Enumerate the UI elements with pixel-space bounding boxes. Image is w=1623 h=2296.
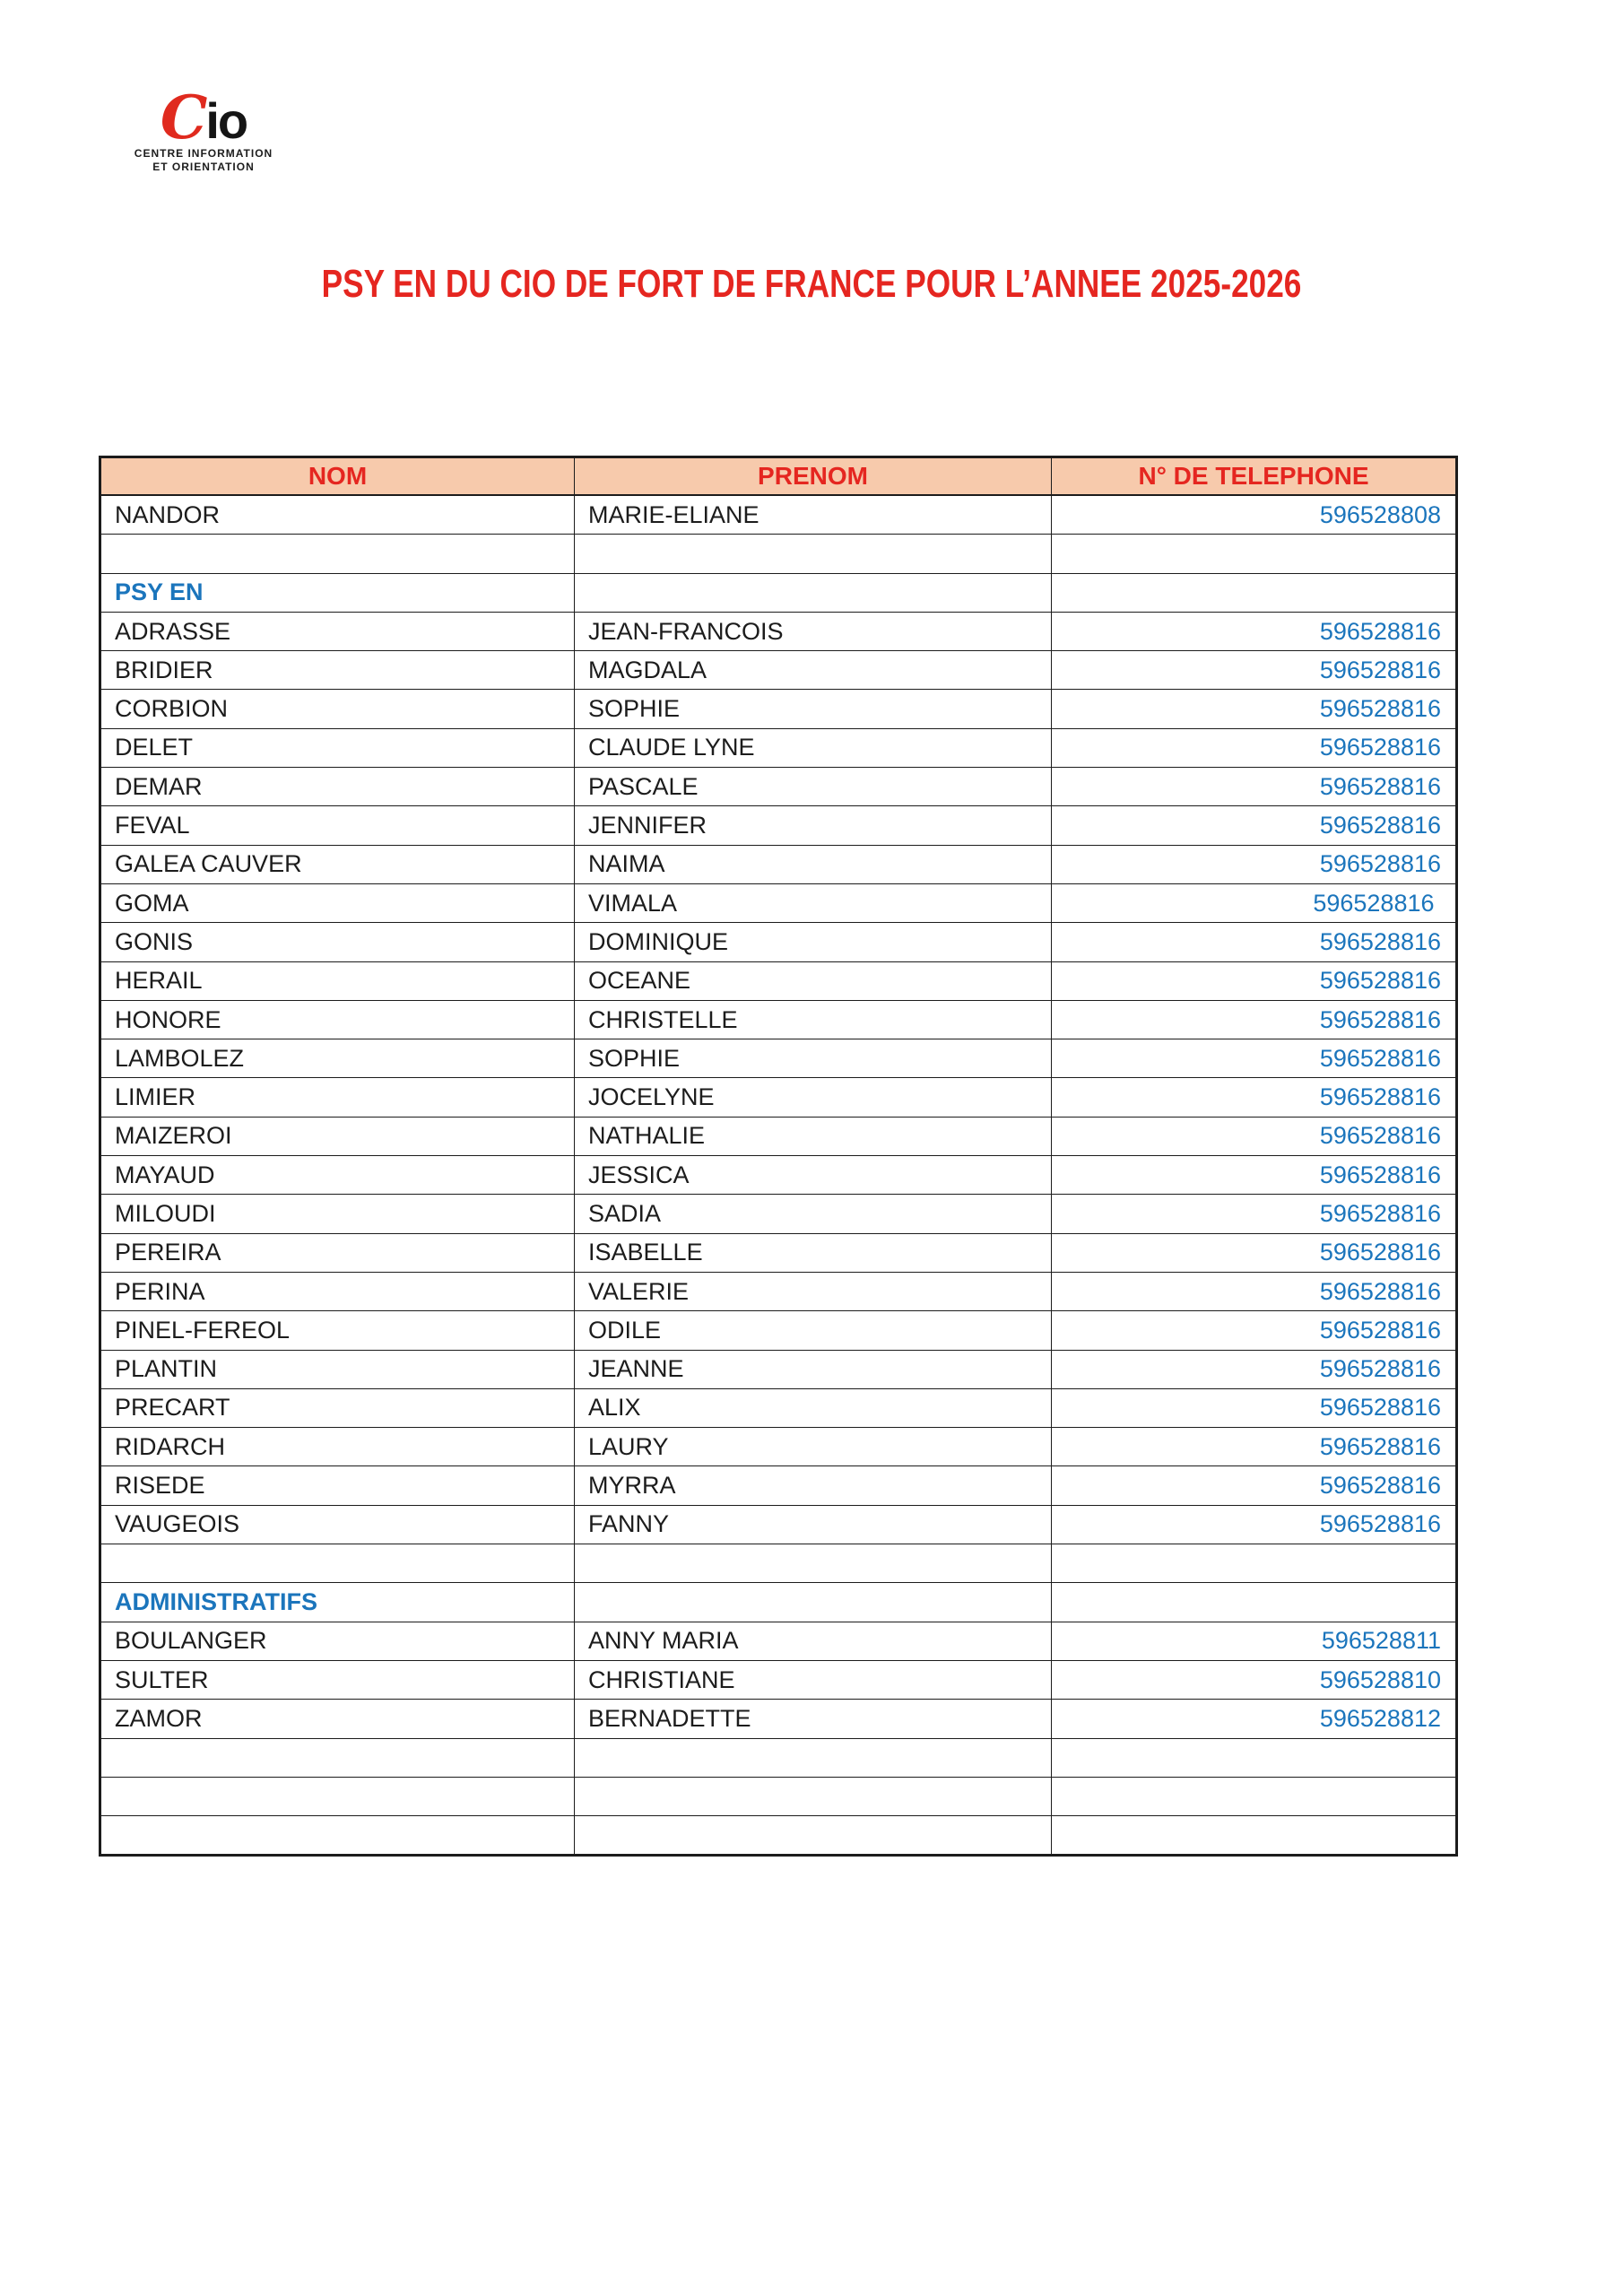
staff-row [100, 883, 1457, 922]
cell-telephone: 596528816 [1052, 728, 1457, 767]
cell-telephone: 596528816 [1052, 1311, 1457, 1350]
cell-nom: DEMAR [100, 768, 575, 806]
cell-prenom: SOPHIE [575, 690, 1052, 728]
cell-nom: HONORE [100, 1000, 575, 1039]
column-header-nom: NOM [100, 457, 575, 496]
staff-row [100, 1117, 1457, 1155]
logo-caption-line2: ET ORIENTATION [152, 161, 255, 173]
staff-row [100, 845, 1457, 883]
staff-row [100, 1272, 1457, 1310]
cell-telephone [1052, 535, 1457, 573]
cell-nom: PRECART [100, 1388, 575, 1427]
empty-row [100, 1777, 1457, 1815]
cell-telephone: 596528816 [1052, 806, 1457, 845]
staff-row [100, 1039, 1457, 1078]
cell-prenom [575, 573, 1052, 612]
cell-nom: FEVAL [100, 806, 575, 845]
cell-nom: MAYAUD [100, 1156, 575, 1195]
cell-nom: ADMINISTRATIFS [100, 1583, 575, 1622]
column-header-prenom: PRENOM [575, 457, 1052, 496]
cell-telephone: 596528816 [1052, 1388, 1457, 1427]
cell-prenom [575, 535, 1052, 573]
cell-nom: GONIS [100, 923, 575, 961]
staff-row [100, 612, 1457, 650]
cell-prenom: JOCELYNE [575, 1078, 1052, 1117]
section-row [100, 1583, 1457, 1622]
cell-telephone: 596528816 [1052, 1272, 1457, 1310]
cell-prenom [575, 1583, 1052, 1622]
staff-row [100, 1233, 1457, 1272]
page-title: PSY EN DU CIO DE FORT DE FRANCE POUR L’ANNEE 2025-2026 [321, 262, 1302, 306]
cell-telephone: 596528816 [1052, 1233, 1457, 1272]
staff-row [100, 1660, 1457, 1699]
cell-telephone: 596528811 [1052, 1622, 1457, 1660]
cell-prenom: CHRISTIANE [575, 1660, 1052, 1699]
staff-row [100, 768, 1457, 806]
cell-nom: LAMBOLEZ [100, 1039, 575, 1078]
cell-prenom: ALIX [575, 1388, 1052, 1427]
cell-telephone: 596528816 [1052, 961, 1457, 1000]
empty-row [100, 535, 1457, 573]
cell-telephone: 596528816 [1052, 768, 1457, 806]
cell-prenom: JEANNE [575, 1350, 1052, 1388]
cell-telephone: 596528816 [1052, 651, 1457, 690]
staff-row [100, 961, 1457, 1000]
cell-prenom: NAIMA [575, 845, 1052, 883]
cell-prenom: LAURY [575, 1428, 1052, 1466]
cell-nom: GALEA CAUVER [100, 845, 575, 883]
cell-telephone: 596528816 [1052, 1466, 1457, 1505]
staff-row [100, 495, 1457, 535]
cell-prenom: ISABELLE [575, 1233, 1052, 1272]
cell-prenom: MARIE-ELIANE [575, 495, 1052, 535]
staff-row [100, 1388, 1457, 1427]
cell-prenom: JEAN-FRANCOIS [575, 612, 1052, 650]
cell-telephone [1052, 1544, 1457, 1583]
empty-row [100, 1816, 1457, 1856]
cell-telephone: 596528816 [1052, 1195, 1457, 1233]
logo-letters-io: io [205, 92, 247, 149]
cell-prenom: MAGDALA [575, 651, 1052, 690]
logo-caption-line1: CENTRE INFORMATION [134, 147, 273, 160]
cell-telephone: 596528816 [1052, 1350, 1457, 1388]
staff-row [100, 1195, 1457, 1233]
cell-telephone: 596528816 [1052, 845, 1457, 883]
cell-nom: PSY EN [100, 573, 575, 612]
cell-telephone: 596528816 [1052, 1039, 1457, 1078]
cell-nom: DELET [100, 728, 575, 767]
column-header-telephone: N° DE TELEPHONE [1052, 457, 1457, 496]
cell-nom [100, 1777, 575, 1815]
cell-nom: LIMIER [100, 1078, 575, 1117]
cell-nom: SULTER [100, 1660, 575, 1699]
cell-telephone [1052, 1777, 1457, 1815]
staff-row [100, 1428, 1457, 1466]
cell-prenom: PASCALE [575, 768, 1052, 806]
empty-row [100, 1738, 1457, 1777]
cell-prenom: ODILE [575, 1311, 1052, 1350]
cell-prenom: CLAUDE LYNE [575, 728, 1052, 767]
cio-logo-wordmark [100, 83, 307, 152]
cell-nom: RISEDE [100, 1466, 575, 1505]
cell-prenom: CHRISTELLE [575, 1000, 1052, 1039]
cell-prenom [575, 1738, 1052, 1777]
cell-nom: PERINA [100, 1272, 575, 1310]
cell-nom: MILOUDI [100, 1195, 575, 1233]
empty-row [100, 1544, 1457, 1583]
cell-telephone: 596528812 [1052, 1700, 1457, 1738]
staff-row [100, 1350, 1457, 1388]
cell-nom: BRIDIER [100, 651, 575, 690]
cell-prenom: NATHALIE [575, 1117, 1052, 1155]
cell-prenom [575, 1777, 1052, 1815]
cell-prenom [575, 1544, 1052, 1583]
staff-row [100, 923, 1457, 961]
cell-prenom: ANNY MARIA [575, 1622, 1052, 1660]
cell-prenom: VIMALA [575, 883, 1052, 922]
cell-telephone [1052, 1738, 1457, 1777]
staff-row [100, 690, 1457, 728]
cell-telephone: 596528816 [1052, 1505, 1457, 1544]
cell-prenom: BERNADETTE [575, 1700, 1052, 1738]
staff-row [100, 1622, 1457, 1660]
cell-nom: PEREIRA [100, 1233, 575, 1272]
cell-prenom: FANNY [575, 1505, 1052, 1544]
cell-nom: NANDOR [100, 495, 575, 535]
cell-nom: GOMA [100, 883, 575, 922]
cell-telephone: 596528816 [1052, 883, 1457, 922]
table-header-row [100, 457, 1457, 496]
staff-row [100, 651, 1457, 690]
logo-letter-c: C [160, 83, 206, 152]
cell-nom [100, 1816, 575, 1856]
cell-telephone: 596528808 [1052, 495, 1457, 535]
staff-row [100, 1156, 1457, 1195]
cell-telephone [1052, 1816, 1457, 1856]
cell-nom: CORBION [100, 690, 575, 728]
cell-telephone: 596528816 [1052, 690, 1457, 728]
cell-prenom: JESSICA [575, 1156, 1052, 1195]
cell-nom: HERAIL [100, 961, 575, 1000]
cell-nom: BOULANGER [100, 1622, 575, 1660]
cell-nom [100, 1544, 575, 1583]
staff-row [100, 1078, 1457, 1117]
cell-nom [100, 535, 575, 573]
cell-nom: RIDARCH [100, 1428, 575, 1466]
cell-prenom: SOPHIE [575, 1039, 1052, 1078]
cell-nom: MAIZEROI [100, 1117, 575, 1155]
cell-nom: PLANTIN [100, 1350, 575, 1388]
staff-row [100, 806, 1457, 845]
staff-row [100, 1466, 1457, 1505]
cell-telephone: 596528816 [1052, 1117, 1457, 1155]
cell-telephone: 596528816 [1052, 1428, 1457, 1466]
staff-table-body [100, 495, 1457, 1856]
cell-nom: ADRASSE [100, 612, 575, 650]
staff-row [100, 1700, 1457, 1738]
staff-row [100, 728, 1457, 767]
staff-row [100, 1505, 1457, 1544]
staff-row [100, 1311, 1457, 1350]
cell-prenom: JENNIFER [575, 806, 1052, 845]
cell-prenom [575, 1816, 1052, 1856]
cell-telephone: 596528816 [1052, 1000, 1457, 1039]
cell-prenom: VALERIE [575, 1272, 1052, 1310]
cell-telephone: 596528816 [1052, 923, 1457, 961]
section-row [100, 573, 1457, 612]
staff-row [100, 1000, 1457, 1039]
cell-prenom: DOMINIQUE [575, 923, 1052, 961]
cell-nom: ZAMOR [100, 1700, 575, 1738]
cell-telephone: 596528810 [1052, 1660, 1457, 1699]
cell-telephone: 596528816 [1052, 1078, 1457, 1117]
cell-prenom: OCEANE [575, 961, 1052, 1000]
cell-telephone: 596528816 [1052, 612, 1457, 650]
cell-telephone [1052, 1583, 1457, 1622]
cell-prenom: MYRRA [575, 1466, 1052, 1505]
cell-nom [100, 1738, 575, 1777]
cell-telephone [1052, 573, 1457, 612]
cell-nom: PINEL-FEREOL [100, 1311, 575, 1350]
cell-telephone: 596528816 [1052, 1156, 1457, 1195]
cell-prenom: SADIA [575, 1195, 1052, 1233]
cio-logo [100, 83, 307, 174]
staff-table [99, 456, 1458, 1857]
cell-nom: VAUGEOIS [100, 1505, 575, 1544]
